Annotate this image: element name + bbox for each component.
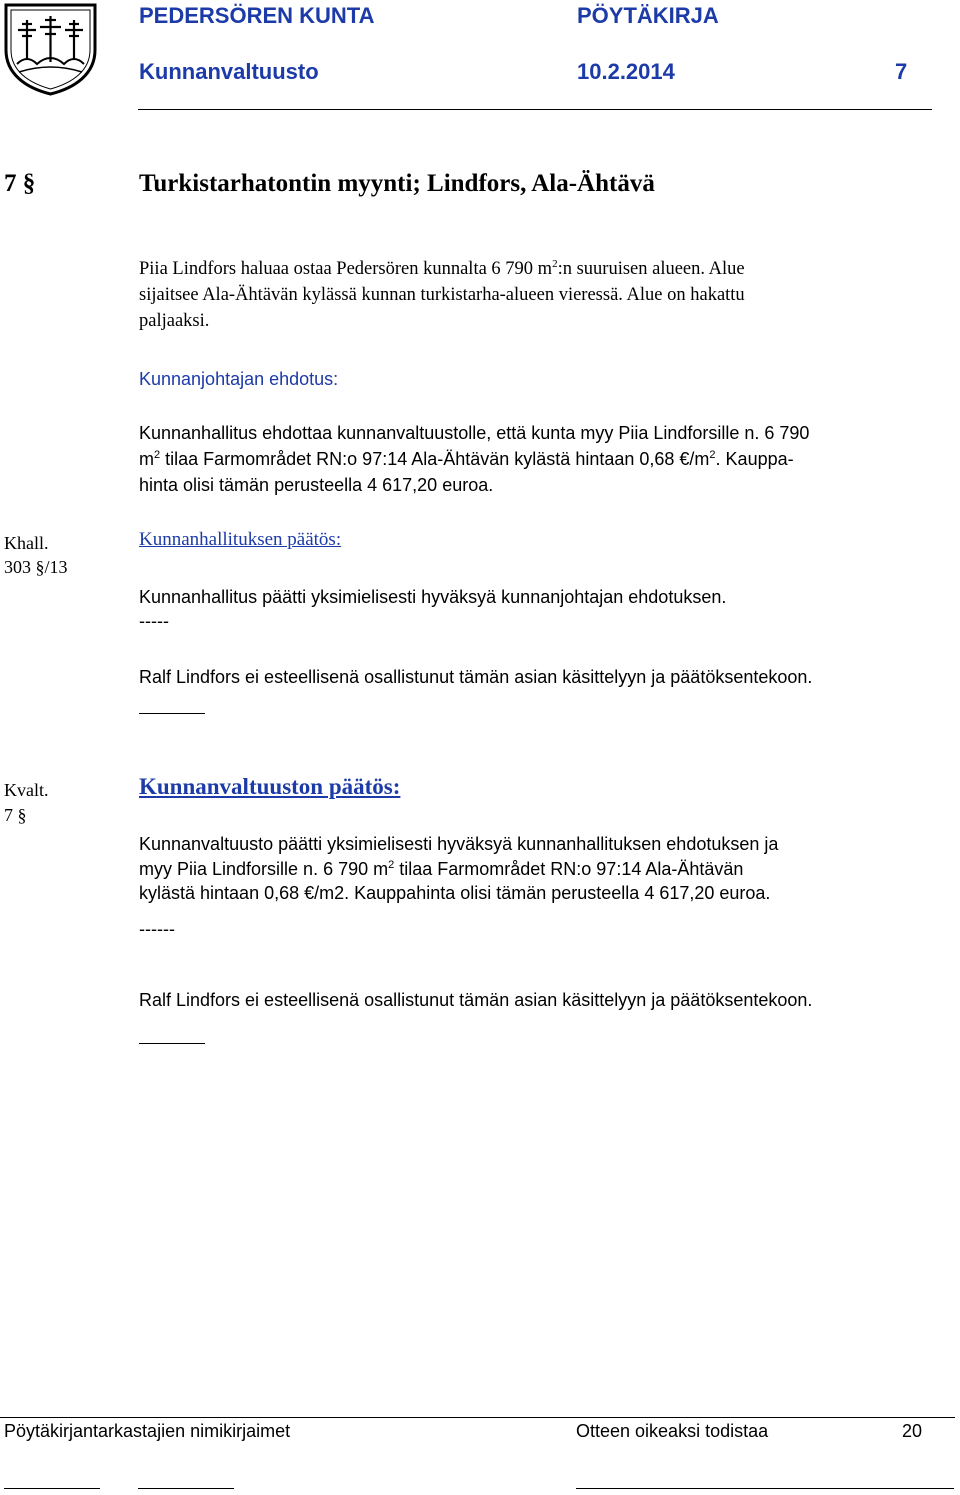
- board-ref-label: Khall.: [4, 533, 49, 553]
- board-decision-text: Kunnanhallitus päätti yksimielisesti hyväksyä kunnanjohtajan ehdotuksen.: [139, 587, 727, 607]
- council-ref-number: 7 §: [4, 805, 27, 825]
- board-end-rule: [139, 713, 205, 714]
- intro-line-2: sijaitsee Ala-Ähtävän kylässä kunnan turkistarha-alueen vieressä. Alue on hakattu: [139, 285, 745, 305]
- intro-line-3: paljaaksi.: [139, 311, 210, 331]
- certification-line: [576, 1488, 954, 1489]
- footer-certified-label: Otteen oikeaksi todistaa: [576, 1421, 769, 1441]
- proposal-line-2: $m^2$ tilaa Farmområdet RN:o 97:14 Ala-Ähtävän kylästä hintaan 0,68 $€/m^2$. Kauppa-: [139, 449, 794, 469]
- section-title: Turkistarhatontin myynti; Lindfors, Ala-Ähtävä: [139, 170, 655, 197]
- signature-line-1: [4, 1488, 100, 1489]
- signature-line-2: [138, 1488, 234, 1489]
- footer-divider: [0, 1417, 955, 1418]
- council-note: Ralf Lindfors ei esteellisenä osallistunut tämän asian käsittelyyn ja päätöksentekoon.: [139, 990, 813, 1010]
- header-divider: [138, 109, 932, 110]
- council-line-3: kylästä hintaan 0,68 €/m2. Kauppahinta olisi tämän perusteella 4 617,20 euroa.: [139, 883, 771, 903]
- board-ref-number: 303 §/13: [4, 557, 68, 577]
- council-dashes: ------: [139, 919, 175, 939]
- council-line-1: Kunnanvaltuusto päätti yksimielisesti hyväksyä kunnanhallituksen ehdotuksen ja: [139, 834, 779, 854]
- document-type: PÖYTÄKIRJA: [577, 3, 719, 28]
- proposal-heading: Kunnanjohtajan ehdotus:: [139, 369, 339, 389]
- council-line-2: myy Piia Lindforsille n. 6 790 $m^2$ tilaa Farmområdet RN:o 97:14 Ala-Ähtävän: [139, 859, 744, 879]
- council-ref-label: Kvalt.: [4, 780, 49, 800]
- intro-line-1: Piia Lindfors haluaa ostaa Pedersören kunnalta 6 790 $m^2:n$ suuruisen alueen. Alue: [139, 258, 745, 279]
- meeting-body: Kunnanvaltuusto: [139, 59, 319, 84]
- proposal-line-3: hinta olisi tämän perusteella 4 617,20 euroa.: [139, 475, 494, 495]
- board-decision-heading: Kunnanhallituksen päätös:: [139, 529, 342, 550]
- municipality-name: PEDERSÖREN KUNTA: [139, 3, 375, 28]
- footer-page-number: 20: [902, 1421, 923, 1441]
- section-number: 7 §: [4, 170, 36, 197]
- coat-of-arms-icon: [3, 2, 98, 96]
- footer-signatures-label: Pöytäkirjantarkastajien nimikirjaimet: [4, 1421, 291, 1441]
- page-number: 7: [895, 59, 908, 84]
- council-end-rule: [139, 1043, 205, 1044]
- proposal-line-1: Kunnanhallitus ehdottaa kunnanvaltuustolle, että kunta myy Piia Lindforsille n. 6 790: [139, 423, 810, 443]
- board-dashes: -----: [139, 611, 169, 631]
- board-note: Ralf Lindfors ei esteellisenä osallistunut tämän asian käsittelyyn ja päätöksentekoon.: [139, 667, 813, 687]
- meeting-date: 10.2.2014: [577, 59, 675, 84]
- council-decision-heading: Kunnanvaltuuston päätös:: [139, 774, 401, 799]
